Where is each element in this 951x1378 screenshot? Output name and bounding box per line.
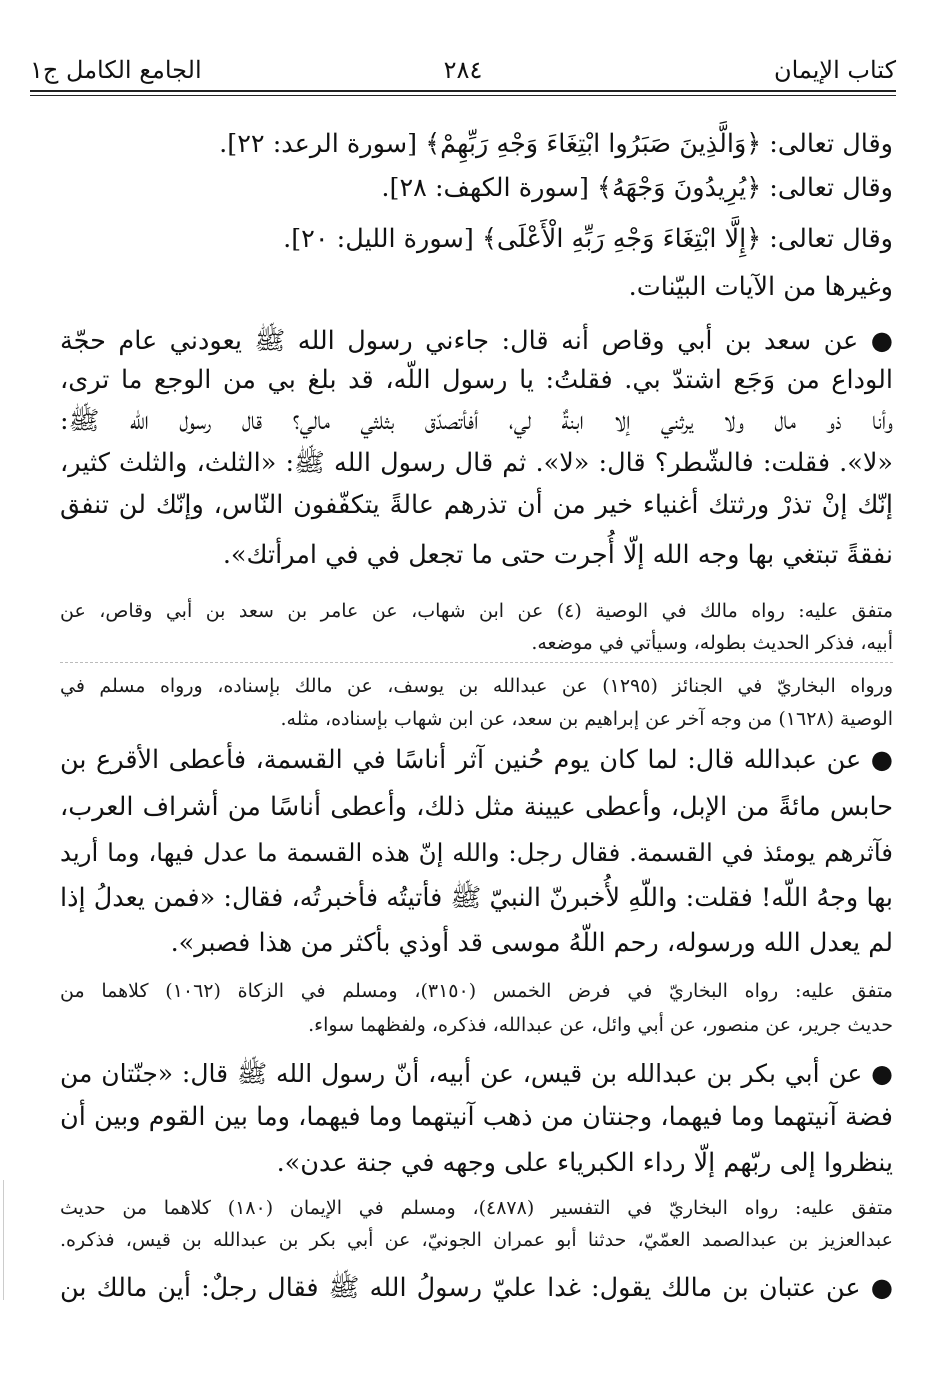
hadith-line: ● عن عبدالله قال: لما كان يوم حُنين آثر أناسًا في القسمة، فأعطى الأقرع بن (60, 745, 893, 775)
page-number: ٢٨٤ (443, 56, 483, 84)
takhrij-note: حديث جرير، عن منصور، عن أبي وائل، عن عبدالله، فذكره، ولفظهما سواء. (308, 1014, 893, 1036)
hadith-line: وأنا ذو مال ولا يرثني إلا ابنةٌ لي، أفأتصدّق بثلثي مالي؟ قال رسول الله ﷺ: (60, 406, 893, 436)
scan-edge (3, 1180, 4, 1300)
hadith-line: إنّك إنْ تذرْ ورثتك أغنياء خير من أن تذرهم عالةً يتكفّفون النّاس، وإنّك لن تنفق (60, 490, 893, 520)
hadith-line: فضة آنيتهما وما فيهما، وجنتان من ذهب آنيتهما وما فيهما، وما بين القوم وبين أن (60, 1102, 893, 1132)
hadith-line: لم يعدل الله ورسوله، رحم اللّهُ موسى قد أوذي بأكثر من هذا فصبر». (170, 928, 893, 958)
hadith-line: بها وجهُ اللّه! فقلت: واللّهِ لأُخبرنّ النبيّ ﷺ فأتيتُه فأخبرتُه، فقال: «فمن يعدلُ إذا (60, 883, 893, 913)
header-rule (30, 90, 896, 92)
hadith-line: الوداع من وَجَع اشتدّ بي. فقلتُ: يا رسول اللّه، قد بلغ بي من الوجع ما ترى، (60, 365, 893, 395)
hadith-line: «لا». فقلت: فالشّطر؟ قال: «لا». ثم قال رسول الله ﷺ: «الثلث، والثلث كثير، (60, 448, 893, 478)
takhrij-note: متفق عليه: رواه مالك في الوصية (٤) عن ابن شهاب، عن عامر بن سعد بن أبي وقاص، عن (60, 600, 893, 622)
takhrij-note: الوصية (١٦٢٨) من وجه آخر عن إبراهيم بن سعد، عن ابن شهاب بإسناده، مثله. (280, 708, 893, 730)
header-rule-thin (30, 95, 896, 96)
verse-line: وقال تعالى: ﴿وَالَّذِينَ صَبَرُوا ابْتِغَاءَ وَجْهِ رَبِّهِمْ﴾ [سورة الرعد: ٢٢]. (219, 129, 893, 159)
hadith-line: نفقةً تبتغي بها وجه الله إلّا أُجرت حتى ما تجعل في في امرأتك». (222, 540, 893, 570)
takhrij-note: ورواه البخاريّ في الجنائز (١٢٩٥) عن عبدالله بن يوسف، عن مالك بإسناده، ورواه مسلم في (60, 675, 893, 697)
note-separator (60, 662, 893, 664)
text-line: وغيرها من الآيات البيّنات. (628, 272, 893, 302)
collection-title: الجامع الكامل ج١ (30, 56, 202, 84)
takhrij-note: متفق عليه: رواه البخاريّ في التفسير (٤٨٧٨)، ومسلم في الإيمان (١٨٠) كلاهما من حديث (60, 1197, 894, 1219)
verse-line: وقال تعالى: ﴿يُرِيدُونَ وَجْهَهُ﴾ [سورة الكهف: ٢٨]. (381, 173, 893, 203)
book-title: كتاب الإيمان (773, 56, 896, 84)
hadith-line: حابس مائةً من الإبل، وأعطى عيينة مثل ذلك، وأعطى أناسًا من أشراف العرب، (60, 792, 893, 822)
takhrij-note: متفق عليه: رواه البخاريّ في فرض الخمس (٣١٥٠)، ومسلم في الزكاة (١٠٦٢) كلاهما من (60, 980, 893, 1002)
page-header (30, 52, 896, 88)
hadith-line: ● عن عتبان بن مالك يقول: غدا عليّ رسولُ الله ﷺ فقال رجلٌ: أين مالك بن (60, 1273, 893, 1303)
takhrij-note: أبيه، فذكر الحديث بطوله، وسيأتي في موضعه. (531, 632, 893, 654)
hadith-line: فآثرهم يومئذ في القسمة. فقال رجل: والله إنّ هذه القسمة ما عدل فيها، وما أريد (60, 838, 893, 867)
hadith-line: ● عن أبي بكر بن عبدالله بن قيس، عن أبيه، أنّ رسول الله ﷺ قال: «جنّتان من (60, 1059, 893, 1088)
hadith-line: ● عن سعد بن أبي وقاص أنه قال: جاءني رسول الله ﷺ يعودني عام حجّة (60, 326, 893, 356)
takhrij-note: عبدالعزيز بن عبدالصمد العمّيّ، حدثنا أبو عمران الجونيّ، عن أبي بكر بن عبدالله بن قيس، فذكره. (60, 1229, 893, 1251)
hadith-line: ينظروا إلى ربّهم إلّا رداء الكبرياء على وجهه في جنة عدن». (276, 1148, 893, 1178)
verse-line: وقال تعالى: ﴿إِلَّا ابْتِغَاءَ وَجْهِ رَبِّهِ الْأَعْلَى﴾ [سورة الليل: ٢٠]. (283, 224, 893, 254)
